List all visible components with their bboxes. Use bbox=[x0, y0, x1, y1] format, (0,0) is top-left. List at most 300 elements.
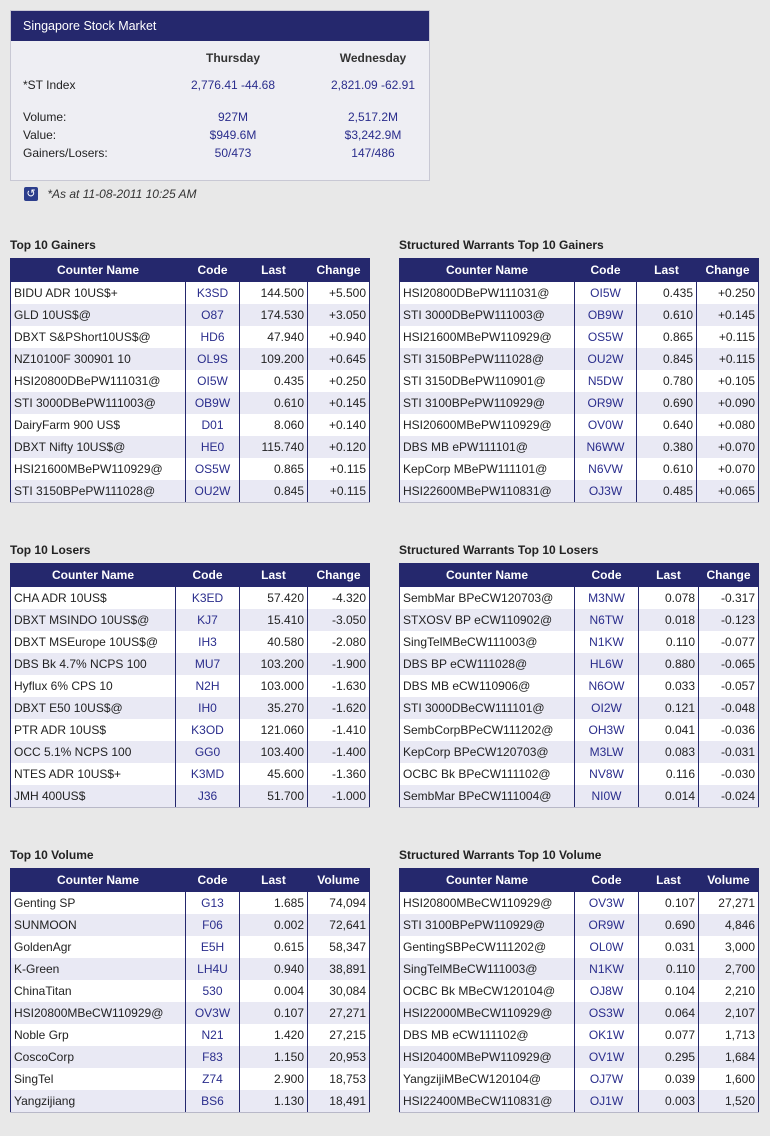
change-value: -0.065 bbox=[699, 653, 759, 675]
table-row bbox=[11, 326, 370, 348]
last-price: 8.060 bbox=[240, 414, 308, 436]
summary-label: Gainers/Losers: bbox=[23, 146, 108, 160]
change-value: -1.620 bbox=[308, 697, 370, 719]
counter-code-link[interactable]: OJ7W bbox=[575, 1068, 639, 1090]
counter-code-link[interactable]: N21 bbox=[186, 1024, 240, 1046]
counter-name: SUNMOON bbox=[11, 914, 186, 936]
counter-code-link[interactable]: N5DW bbox=[575, 370, 637, 392]
counter-code-link[interactable]: OV3W bbox=[186, 1002, 240, 1024]
counter-code-link[interactable]: N1KW bbox=[575, 631, 639, 653]
counter-name: OCBC Bk MBeCW120104@ bbox=[400, 980, 575, 1002]
change-value: +0.115 bbox=[697, 326, 759, 348]
counter-code-link[interactable]: OI5W bbox=[186, 370, 240, 392]
counter-code-link[interactable]: IH0 bbox=[176, 697, 240, 719]
header-last: Last bbox=[240, 259, 308, 282]
counter-name: HSI20800DBePW111031@ bbox=[400, 282, 575, 305]
change-value: +0.145 bbox=[697, 304, 759, 326]
counter-code-link[interactable]: F06 bbox=[186, 914, 240, 936]
table-row bbox=[400, 697, 759, 719]
change-value: 2,700 bbox=[699, 958, 759, 980]
counter-code-link[interactable]: NI0W bbox=[575, 785, 639, 808]
change-value: -0.030 bbox=[699, 763, 759, 785]
counter-code-link[interactable]: OJ3W bbox=[575, 480, 637, 503]
table-row bbox=[11, 697, 370, 719]
change-value: -0.123 bbox=[699, 609, 759, 631]
change-value: -0.048 bbox=[699, 697, 759, 719]
table-row bbox=[400, 914, 759, 936]
last-price: 0.041 bbox=[639, 719, 699, 741]
table-row bbox=[11, 1068, 370, 1090]
header-last: Last bbox=[240, 564, 308, 587]
counter-code-link[interactable]: N6VW bbox=[575, 458, 637, 480]
counter-code-link[interactable]: OI2W bbox=[575, 697, 639, 719]
change-value: -0.057 bbox=[699, 675, 759, 697]
change-value: +0.145 bbox=[308, 392, 370, 414]
table-row bbox=[400, 719, 759, 741]
header-change: Change bbox=[699, 564, 759, 587]
last-price: 0.780 bbox=[637, 370, 697, 392]
change-value: 1,520 bbox=[699, 1090, 759, 1113]
counter-code-link[interactable]: OR9W bbox=[575, 392, 637, 414]
last-price: 0.116 bbox=[639, 763, 699, 785]
last-price: 0.865 bbox=[637, 326, 697, 348]
table-row bbox=[400, 741, 759, 763]
change-value: -3.050 bbox=[308, 609, 370, 631]
counter-name: YangzijiMBeCW120104@ bbox=[400, 1068, 575, 1090]
counter-code-link[interactable]: OR9W bbox=[575, 914, 639, 936]
counter-code-link[interactable]: NV8W bbox=[575, 763, 639, 785]
counter-name: GLD 10US$@ bbox=[11, 304, 186, 326]
header-counter-name: Counter Name bbox=[400, 259, 575, 282]
counter-code-link[interactable]: K3OD bbox=[176, 719, 240, 741]
last-price: 115.740 bbox=[240, 436, 308, 458]
table-row bbox=[400, 785, 759, 808]
counter-name: CoscoCorp bbox=[11, 1046, 186, 1068]
change-value: +0.140 bbox=[308, 414, 370, 436]
table-row bbox=[11, 631, 370, 653]
change-value: -2.080 bbox=[308, 631, 370, 653]
last-price: 2.900 bbox=[240, 1068, 308, 1090]
last-price: 109.200 bbox=[240, 348, 308, 370]
last-price: 0.380 bbox=[637, 436, 697, 458]
as-at-text: *As at 11-08-2011 10:25 AM bbox=[47, 186, 197, 201]
counter-code-link[interactable]: Z74 bbox=[186, 1068, 240, 1090]
header-counter-name: Counter Name bbox=[11, 564, 176, 587]
summary-row-gainers-losers bbox=[23, 144, 429, 162]
counter-name: HSI20600MBePW110929@ bbox=[400, 414, 575, 436]
change-value: +0.120 bbox=[308, 436, 370, 458]
summary-value: 2,821.09 -62.91 bbox=[330, 78, 416, 92]
header-counter-name: Counter Name bbox=[11, 259, 186, 282]
change-value: 1,600 bbox=[699, 1068, 759, 1090]
change-value: 1,684 bbox=[699, 1046, 759, 1068]
counter-code-link[interactable]: G13 bbox=[186, 892, 240, 915]
counter-name: BIDU ADR 10US$+ bbox=[11, 282, 186, 305]
counter-name: Yangzijiang bbox=[11, 1090, 186, 1113]
change-value: +3.050 bbox=[308, 304, 370, 326]
counter-code-link[interactable]: OS5W bbox=[575, 326, 637, 348]
header-code: Code bbox=[186, 869, 240, 892]
counter-code-link[interactable]: K3SD bbox=[186, 282, 240, 305]
header-code: Code bbox=[186, 259, 240, 282]
change-value: 18,491 bbox=[308, 1090, 370, 1113]
refresh-icon[interactable]: ↺ bbox=[24, 187, 38, 201]
counter-code-link[interactable]: GG0 bbox=[176, 741, 240, 763]
counter-code-link[interactable]: OB9W bbox=[186, 392, 240, 414]
last-price: 0.033 bbox=[639, 675, 699, 697]
change-value: 38,891 bbox=[308, 958, 370, 980]
counter-name: DBS BP eCW111028@ bbox=[400, 653, 575, 675]
change-value: +0.645 bbox=[308, 348, 370, 370]
table-row bbox=[400, 631, 759, 653]
counter-code-link[interactable]: OJ8W bbox=[575, 980, 639, 1002]
last-price: 0.865 bbox=[240, 458, 308, 480]
last-price: 0.610 bbox=[637, 304, 697, 326]
counter-code-link[interactable]: OV3W bbox=[575, 892, 639, 915]
table-row bbox=[11, 304, 370, 326]
table-row bbox=[400, 370, 759, 392]
counter-name: STI 3000DBeCW111101@ bbox=[400, 697, 575, 719]
summary-value: 2,776.41 -44.68 bbox=[190, 78, 276, 92]
last-price: 0.880 bbox=[639, 653, 699, 675]
counter-code-link[interactable]: BS6 bbox=[186, 1090, 240, 1113]
counter-code-link[interactable]: D01 bbox=[186, 414, 240, 436]
header-change: Change bbox=[697, 259, 759, 282]
last-price: 35.270 bbox=[240, 697, 308, 719]
counter-code-link[interactable]: OS5W bbox=[186, 458, 240, 480]
last-price: 0.002 bbox=[240, 914, 308, 936]
counter-code-link[interactable]: M3NW bbox=[575, 587, 639, 610]
counter-name: SingTelMBeCW111003@ bbox=[400, 631, 575, 653]
last-price: 174.530 bbox=[240, 304, 308, 326]
counter-code-link[interactable]: N6OW bbox=[575, 675, 639, 697]
last-price: 0.018 bbox=[639, 609, 699, 631]
counter-name: DBXT Nifty 10US$@ bbox=[11, 436, 186, 458]
last-price: 103.400 bbox=[240, 741, 308, 763]
table-row bbox=[11, 675, 370, 697]
change-value: -0.317 bbox=[699, 587, 759, 610]
summary-value: 2,517.2M bbox=[347, 110, 399, 124]
counter-name: STXOSV BP eCW110902@ bbox=[400, 609, 575, 631]
table-row bbox=[400, 980, 759, 1002]
table-row bbox=[11, 587, 370, 610]
table-row bbox=[11, 958, 370, 980]
table-row bbox=[400, 958, 759, 980]
table-row bbox=[11, 914, 370, 936]
last-price: 57.420 bbox=[240, 587, 308, 610]
table-row bbox=[11, 980, 370, 1002]
counter-code-link[interactable]: HL6W bbox=[575, 653, 639, 675]
change-value: -1.630 bbox=[308, 675, 370, 697]
last-price: 0.077 bbox=[639, 1024, 699, 1046]
counter-code-link[interactable]: OU2W bbox=[186, 480, 240, 503]
table-row bbox=[11, 936, 370, 958]
counter-code-link[interactable]: LH4U bbox=[186, 958, 240, 980]
counter-code-link[interactable]: OK1W bbox=[575, 1024, 639, 1046]
header-code: Code bbox=[575, 564, 639, 587]
table-row bbox=[400, 480, 759, 503]
last-price: 45.600 bbox=[240, 763, 308, 785]
top-volume-title: Top 10 Volume bbox=[10, 848, 94, 862]
table-row bbox=[400, 304, 759, 326]
summary-label: Value: bbox=[23, 128, 57, 142]
header-last: Last bbox=[639, 869, 699, 892]
last-price: 0.014 bbox=[639, 785, 699, 808]
last-price: 1.420 bbox=[240, 1024, 308, 1046]
last-price: 0.485 bbox=[637, 480, 697, 503]
counter-code-link[interactable]: KJ7 bbox=[176, 609, 240, 631]
warrants-top-volume-table bbox=[399, 868, 759, 1113]
counter-name: HSI20800DBePW111031@ bbox=[11, 370, 186, 392]
counter-name: SembMar BPeCW111004@ bbox=[400, 785, 575, 808]
change-value: 20,953 bbox=[308, 1046, 370, 1068]
change-value: 2,107 bbox=[699, 1002, 759, 1024]
header-change: Volume bbox=[699, 869, 759, 892]
last-price: 0.845 bbox=[637, 348, 697, 370]
table-row bbox=[11, 609, 370, 631]
table-row bbox=[400, 653, 759, 675]
header-change: Change bbox=[308, 259, 370, 282]
table-row bbox=[11, 719, 370, 741]
last-price: 0.039 bbox=[639, 1068, 699, 1090]
counter-name: K-Green bbox=[11, 958, 186, 980]
header-code: Code bbox=[575, 259, 637, 282]
counter-name: GentingSBPeCW111202@ bbox=[400, 936, 575, 958]
change-value: +0.115 bbox=[308, 458, 370, 480]
counter-code-link[interactable]: N2H bbox=[176, 675, 240, 697]
change-value: 2,210 bbox=[699, 980, 759, 1002]
change-value: +0.070 bbox=[697, 436, 759, 458]
change-value: +0.090 bbox=[697, 392, 759, 414]
counter-code-link[interactable]: MU7 bbox=[176, 653, 240, 675]
table-row bbox=[11, 1090, 370, 1113]
counter-code-link[interactable]: OH3W bbox=[575, 719, 639, 741]
counter-name: STI 3100BPePW110929@ bbox=[400, 392, 575, 414]
change-value: -4.320 bbox=[308, 587, 370, 610]
table-row bbox=[400, 392, 759, 414]
table-row bbox=[11, 763, 370, 785]
summary-value: 927M bbox=[217, 110, 249, 124]
last-price: 0.845 bbox=[240, 480, 308, 503]
table-row bbox=[400, 763, 759, 785]
counter-name: SingTelMBeCW111003@ bbox=[400, 958, 575, 980]
counter-code-link[interactable]: OS3W bbox=[575, 1002, 639, 1024]
counter-code-link[interactable]: 530 bbox=[186, 980, 240, 1002]
counter-name: DBXT E50 10US$@ bbox=[11, 697, 176, 719]
counter-name: JMH 400US$ bbox=[11, 785, 176, 808]
counter-name: HSI21600MBePW110929@ bbox=[400, 326, 575, 348]
counter-name: KepCorp MBePW111101@ bbox=[400, 458, 575, 480]
table-row bbox=[11, 436, 370, 458]
counter-name: DBS Bk 4.7% NCPS 100 bbox=[11, 653, 176, 675]
counter-name: Noble Grp bbox=[11, 1024, 186, 1046]
summary-value: 147/486 bbox=[351, 146, 395, 160]
change-value: 27,271 bbox=[699, 892, 759, 915]
change-value: -0.031 bbox=[699, 741, 759, 763]
counter-code-link[interactable]: OJ1W bbox=[575, 1090, 639, 1113]
last-price: 0.615 bbox=[240, 936, 308, 958]
top-gainers-table bbox=[10, 258, 370, 503]
last-price: 0.107 bbox=[240, 1002, 308, 1024]
col-wednesday: Wednesday bbox=[339, 51, 407, 65]
counter-code-link[interactable]: OV1W bbox=[575, 1046, 639, 1068]
counter-code-link[interactable]: HE0 bbox=[186, 436, 240, 458]
counter-code-link[interactable]: J36 bbox=[176, 785, 240, 808]
table-row bbox=[11, 348, 370, 370]
counter-code-link[interactable]: N6WW bbox=[575, 436, 637, 458]
summary-row-value bbox=[23, 126, 429, 144]
change-value: +0.080 bbox=[697, 414, 759, 436]
counter-name: GoldenAgr bbox=[11, 936, 186, 958]
last-price: 0.295 bbox=[639, 1046, 699, 1068]
counter-name: STI 3100BPePW110929@ bbox=[400, 914, 575, 936]
counter-name: DBXT MSEurope 10US$@ bbox=[11, 631, 176, 653]
change-value: 1,713 bbox=[699, 1024, 759, 1046]
change-value: -1.360 bbox=[308, 763, 370, 785]
summary-label: Volume: bbox=[23, 110, 67, 124]
table-row bbox=[11, 785, 370, 808]
header-code: Code bbox=[575, 869, 639, 892]
change-value: +0.250 bbox=[308, 370, 370, 392]
change-value: -0.077 bbox=[699, 631, 759, 653]
counter-name: HSI21600MBePW110929@ bbox=[11, 458, 186, 480]
table-row bbox=[11, 1024, 370, 1046]
table-row bbox=[400, 936, 759, 958]
change-value: -1.000 bbox=[308, 785, 370, 808]
table-row bbox=[11, 741, 370, 763]
header-counter-name: Counter Name bbox=[400, 869, 575, 892]
table-row bbox=[400, 326, 759, 348]
change-value: 4,846 bbox=[699, 914, 759, 936]
last-price: 0.004 bbox=[240, 980, 308, 1002]
table-row bbox=[11, 282, 370, 305]
counter-code-link[interactable]: IH3 bbox=[176, 631, 240, 653]
counter-name: HSI22600MBePW110831@ bbox=[400, 480, 575, 503]
change-value: +0.115 bbox=[308, 480, 370, 503]
counter-name: HSI20800MBeCW110929@ bbox=[400, 892, 575, 915]
counter-name: SembMar BPeCW120703@ bbox=[400, 587, 575, 610]
change-value: 27,215 bbox=[308, 1024, 370, 1046]
table-row bbox=[400, 892, 759, 915]
change-value: -0.036 bbox=[699, 719, 759, 741]
last-price: 40.580 bbox=[240, 631, 308, 653]
last-price: 0.078 bbox=[639, 587, 699, 610]
counter-code-link[interactable]: F83 bbox=[186, 1046, 240, 1068]
counter-code-link[interactable]: HD6 bbox=[186, 326, 240, 348]
counter-code-link[interactable]: OU2W bbox=[575, 348, 637, 370]
counter-name: PTR ADR 10US$ bbox=[11, 719, 176, 741]
last-price: 0.110 bbox=[639, 631, 699, 653]
change-value: -1.410 bbox=[308, 719, 370, 741]
change-value: +0.070 bbox=[697, 458, 759, 480]
change-value: -1.400 bbox=[308, 741, 370, 763]
counter-name: DBXT MSINDO 10US$@ bbox=[11, 609, 176, 631]
top-losers-table bbox=[10, 563, 370, 808]
counter-name: DBS MB eCW110906@ bbox=[400, 675, 575, 697]
counter-name: SembCorpBPeCW111202@ bbox=[400, 719, 575, 741]
header-counter-name: Counter Name bbox=[400, 564, 575, 587]
last-price: 0.690 bbox=[639, 914, 699, 936]
table-row bbox=[400, 348, 759, 370]
counter-code-link[interactable]: K3ED bbox=[176, 587, 240, 610]
header-last: Last bbox=[637, 259, 697, 282]
counter-name: DBS MB ePW111101@ bbox=[400, 436, 575, 458]
table-row bbox=[11, 480, 370, 503]
last-price: 103.000 bbox=[240, 675, 308, 697]
counter-code-link[interactable]: OV0W bbox=[575, 414, 637, 436]
counter-name: STI 3000DBePW111003@ bbox=[11, 392, 186, 414]
counter-code-link[interactable]: K3MD bbox=[176, 763, 240, 785]
counter-name: NZ10100F 300901 10 bbox=[11, 348, 186, 370]
table-row bbox=[11, 653, 370, 675]
table-row bbox=[11, 370, 370, 392]
table-row bbox=[400, 1002, 759, 1024]
last-price: 0.110 bbox=[639, 958, 699, 980]
change-value: -0.024 bbox=[699, 785, 759, 808]
counter-name: HSI20800MBeCW110929@ bbox=[11, 1002, 186, 1024]
counter-code-link[interactable]: N6TW bbox=[575, 609, 639, 631]
last-price: 1.150 bbox=[240, 1046, 308, 1068]
header-change: Volume bbox=[308, 869, 370, 892]
last-price: 0.640 bbox=[637, 414, 697, 436]
change-value: 27,271 bbox=[308, 1002, 370, 1024]
last-price: 121.060 bbox=[240, 719, 308, 741]
counter-code-link[interactable]: OB9W bbox=[575, 304, 637, 326]
col-thursday: Thursday bbox=[205, 51, 260, 65]
counter-code-link[interactable]: E5H bbox=[186, 936, 240, 958]
header-change: Change bbox=[308, 564, 370, 587]
last-price: 0.435 bbox=[637, 282, 697, 305]
counter-code-link[interactable]: M3LW bbox=[575, 741, 639, 763]
counter-name: HSI20400MBePW110929@ bbox=[400, 1046, 575, 1068]
last-price: 0.104 bbox=[639, 980, 699, 1002]
table-row bbox=[400, 609, 759, 631]
counter-name: DairyFarm 900 US$ bbox=[11, 414, 186, 436]
counter-name: NTES ADR 10US$+ bbox=[11, 763, 176, 785]
table-row bbox=[400, 1046, 759, 1068]
counter-name: SingTel bbox=[11, 1068, 186, 1090]
counter-code-link[interactable]: OI5W bbox=[575, 282, 637, 305]
counter-name: HSI22400MBeCW110831@ bbox=[400, 1090, 575, 1113]
as-at-timestamp bbox=[24, 184, 197, 202]
counter-name: STI 3150DBePW110901@ bbox=[400, 370, 575, 392]
warrants-top-losers-table bbox=[399, 563, 759, 808]
change-value: 74,094 bbox=[308, 892, 370, 915]
counter-name: STI 3000DBePW111003@ bbox=[400, 304, 575, 326]
counter-code-link[interactable]: O87 bbox=[186, 304, 240, 326]
change-value: +0.065 bbox=[697, 480, 759, 503]
last-price: 0.610 bbox=[240, 392, 308, 414]
change-value: -1.900 bbox=[308, 653, 370, 675]
change-value: 58,347 bbox=[308, 936, 370, 958]
last-price: 0.610 bbox=[637, 458, 697, 480]
counter-code-link[interactable]: OL9S bbox=[186, 348, 240, 370]
market-summary-panel bbox=[10, 10, 430, 181]
last-price: 103.200 bbox=[240, 653, 308, 675]
table-row bbox=[400, 282, 759, 305]
warrants-top-gainers-title: Structured Warrants Top 10 Gainers bbox=[399, 238, 604, 252]
table-row bbox=[11, 1046, 370, 1068]
counter-code-link[interactable]: OL0W bbox=[575, 936, 639, 958]
change-value: 30,084 bbox=[308, 980, 370, 1002]
last-price: 144.500 bbox=[240, 282, 308, 305]
last-price: 0.121 bbox=[639, 697, 699, 719]
summary-label: *ST Index bbox=[23, 78, 76, 92]
table-row bbox=[400, 1090, 759, 1113]
counter-code-link[interactable]: N1KW bbox=[575, 958, 639, 980]
table-row bbox=[11, 1002, 370, 1024]
last-price: 0.690 bbox=[637, 392, 697, 414]
